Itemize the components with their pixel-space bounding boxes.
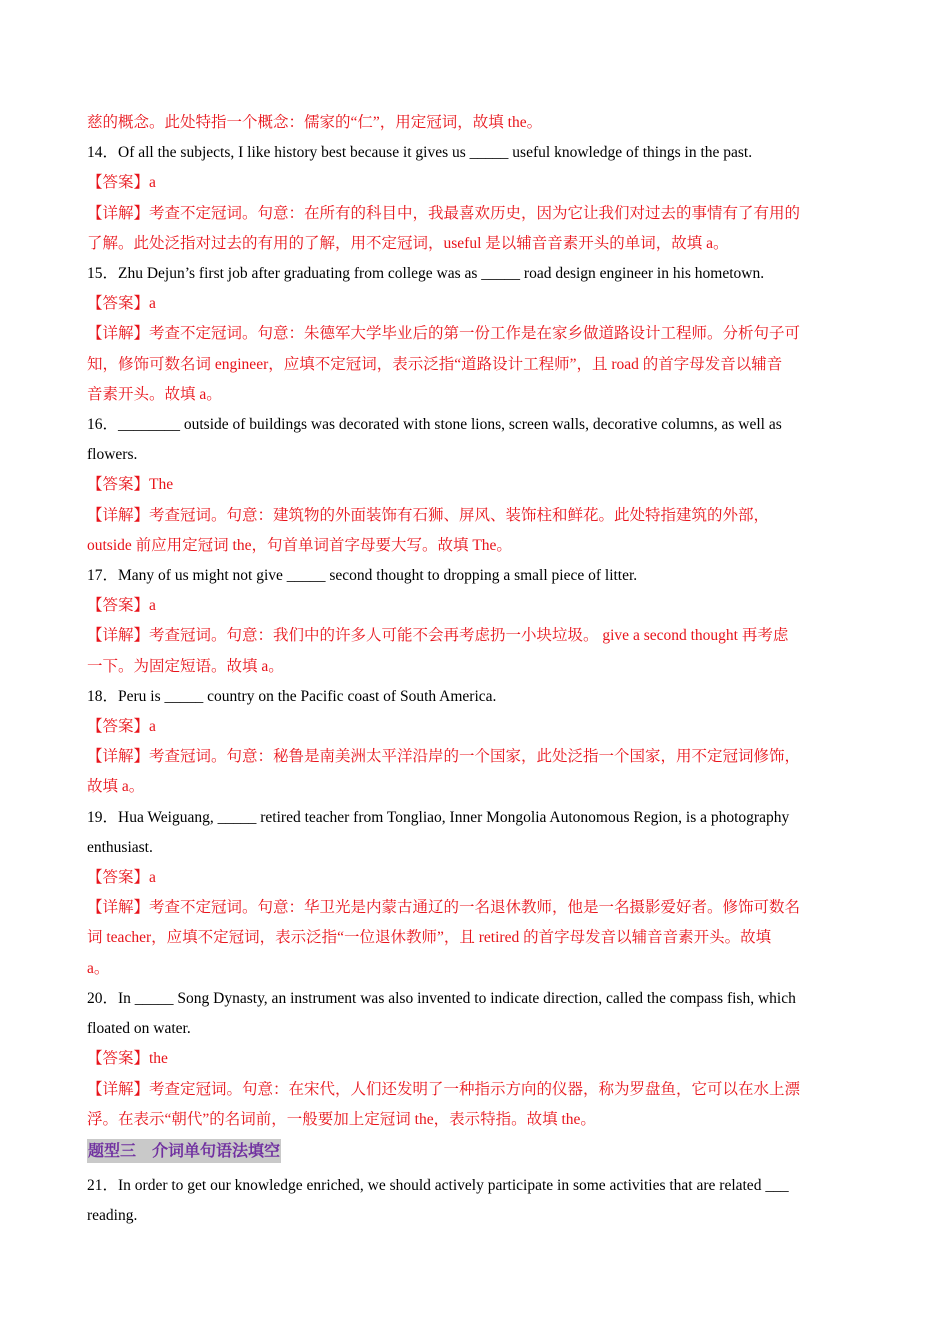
- answer-line: 慈的概念。此处特指一个概念：儒家的“仁”，用定冠词，故填 the。: [87, 114, 543, 131]
- question-line: 14．Of all the subjects, I like history best because it gives us _____ useful knowledge of things in the past.: [87, 144, 753, 162]
- question-line: reading.: [87, 1207, 138, 1225]
- section-title: 题型三 介词单句语法填空: [87, 1139, 281, 1163]
- answer-line: 【答案】a: [87, 718, 156, 736]
- answer-line: 【答案】a: [87, 295, 156, 313]
- answer-line: 【详解】考查不定冠词。句意：华卫光是内蒙古通辽的一名退休教师，他是一名摄影爱好者。修饰可数名: [87, 899, 801, 917]
- answer-line: 【详解】考查冠词。句意：我们中的许多人可能不会再考虑扔一小块垃圾。 give a second thought 再考虑: [87, 627, 789, 645]
- answer-line: 【详解】考查不定冠词。句意：朱德军大学毕业后的第一份工作是在家乡做道路设计工程师。分析句子可: [87, 325, 801, 343]
- question-line: 18．Peru is _____ country on the Pacific coast of South America.: [87, 687, 497, 705]
- question-line: 20．In _____ Song Dynasty, an instrument was also invented to indicate direction, called the compass fish, which: [87, 989, 796, 1007]
- answer-line: 一下。为固定短语。故填 a。: [87, 657, 284, 675]
- question-line: flowers.: [87, 446, 138, 464]
- answer-line: 【答案】a: [87, 869, 156, 887]
- answer-line: 【详解】考查冠词。句意：秘鲁是南美洲太平洋沿岸的一个国家，此处泛指一个国家，用不定冠词修饰，: [87, 748, 801, 766]
- answer-line: 【详解】考查不定冠词。句意：在所有的科目中，我最喜欢历史，因为它让我们对过去的事情有了有用的: [87, 204, 801, 222]
- answer-line: 浮。在表示“朝代”的名词前，一般要加上定冠词 the，表示特指。故填 the。: [87, 1110, 596, 1128]
- answer-line: 【答案】the: [87, 1050, 168, 1068]
- questions-block-2: [87, 1171, 859, 1231]
- question-line: floated on water.: [87, 1020, 191, 1038]
- answer-line: 【详解】考查冠词。句意：建筑物的外面装饰有石狮、屏风、装饰柱和鲜花。此处特指建筑的外部，: [87, 506, 770, 524]
- answer-line: 【答案】The: [87, 476, 174, 494]
- questions-block: [87, 108, 859, 1135]
- question-line: enthusiast.: [87, 838, 153, 856]
- question-line: 16．________ outside of buildings was decorated with stone lions, screen walls, decorative columns, as well as: [87, 416, 782, 434]
- answer-line: 【答案】a: [87, 597, 156, 615]
- question-line: 15．Zhu Dejun’s first job after graduating from college was as _____ road design engineer in his hometown.: [87, 265, 765, 283]
- question-line: 17．Many of us might not give _____ second thought to dropping a small piece of litter.: [87, 567, 638, 585]
- answer-line: 了解。此处泛指对过去的有用的了解，用不定冠词，useful 是以辅音音素开头的单词，故填 a。: [87, 234, 729, 252]
- question-line: 21．In order to get our knowledge enriched, we should actively participate in some activities that are related ___: [87, 1176, 789, 1194]
- answer-line: a。: [87, 959, 110, 977]
- answer-line: 词 teacher，应填不定冠词，表示泛指“一位退休教师”，且 retired 的首字母发音以辅音音素开头。故填: [87, 929, 772, 947]
- answer-line: 【答案】a: [87, 174, 156, 192]
- question-line: 19．Hua Weiguang, _____ retired teacher from Tongliao, Inner Mongolia Autonomous Region, is a photography: [87, 808, 790, 826]
- answer-line: 故填 a。: [87, 778, 145, 796]
- section-heading: [87, 1139, 859, 1169]
- answer-line: outside 前应用定冠词 the，句首单词首字母要大写。故填 The。: [87, 536, 512, 554]
- answer-line: 【详解】考查定冠词。句意：在宋代，人们还发明了一种指示方向的仪器，称为罗盘鱼，它可以在水上漂: [87, 1080, 801, 1098]
- answer-line: 音素开头。故填 a。: [87, 385, 222, 403]
- page-content: [87, 108, 859, 1231]
- answer-line: 知，修饰可数名词 engineer，应填不定冠词，表示泛指“道路设计工程师”，且 road 的首字母发音以辅音: [87, 355, 783, 373]
